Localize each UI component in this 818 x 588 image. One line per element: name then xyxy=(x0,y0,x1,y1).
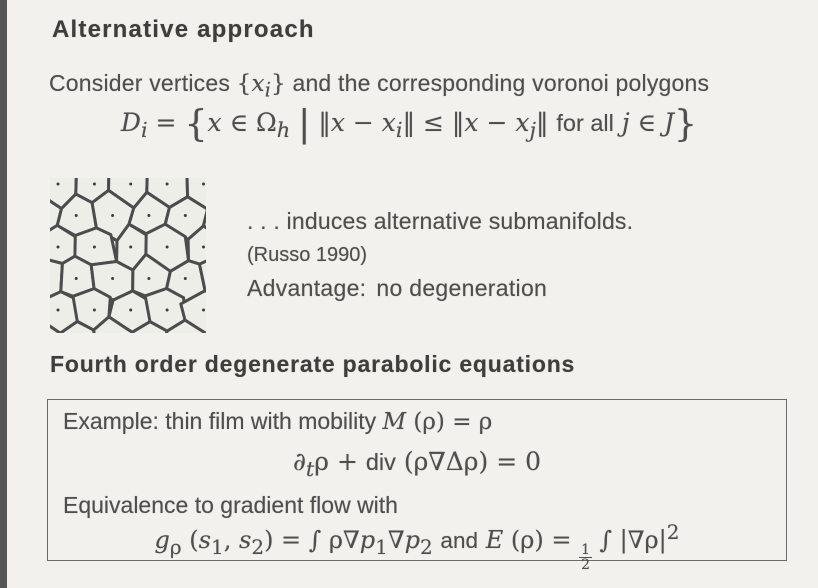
intro-text: Consider vertices $\{x_i\}$ and the corresponding voronoi polygons xyxy=(49,70,710,102)
advantage-value: no degeneration xyxy=(376,275,548,301)
caption-reference: (Russo 1990) xyxy=(247,244,368,266)
caption-advantage-line xyxy=(247,275,633,302)
section-title-fourth-order: Fourth order degenerate parabolic equations xyxy=(50,351,576,377)
example-box xyxy=(47,399,787,574)
caption-induces-line: . . . induces alternative submanifolds. xyxy=(247,208,634,234)
scan-edge-strip xyxy=(0,0,7,588)
voronoi-cells-graphic xyxy=(50,178,206,333)
voronoi-definition-formula: $D_i = \{x$ ∈ $\Omega_h$ | ‖x − $x_i‖$ ≤ ‖x − $x_j‖$ for all j ∈ J} xyxy=(120,102,698,145)
figure-caption xyxy=(247,208,633,302)
slide-title: Alternative approach xyxy=(52,16,315,43)
example-line: Example: thin film with mobility M (ρ) = ρ xyxy=(63,408,493,435)
thin-film-pde-formula: $\partial_t\rho$ + div (ρ∇Δρ) = 0 xyxy=(292,447,541,481)
gradient-flow-formula: $g_\rho$ ($s_1$, $s_2$) = ∫ $\rho\nabla p_1\nabla p_2$ and E (ρ) = $\frac{1}{2}$ ∫ $|\nabla\rho|^2$ xyxy=(154,520,680,574)
voronoi-diagram-image xyxy=(50,178,206,333)
advantage-label: Advantage: xyxy=(247,275,367,301)
equivalence-line: Equivalence to gradient flow with xyxy=(63,492,398,518)
